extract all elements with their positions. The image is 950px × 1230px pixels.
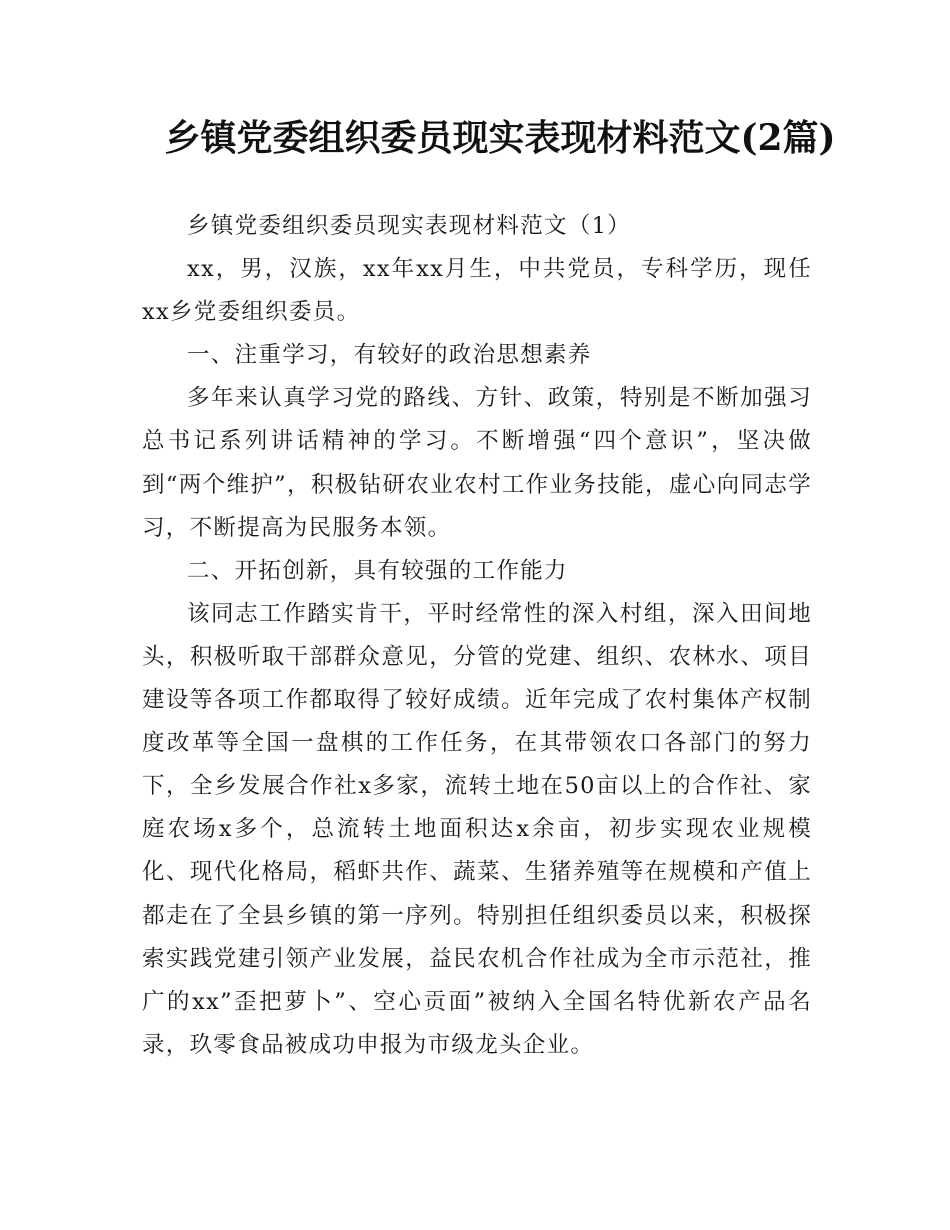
document-body [142,205,812,1067]
body-paragraph: 多年来认真学习党的路线、方针、政策，特别是不断加强习总书记系列讲话精神的学习。不断增强“四个意识”，坚决做到“两个维护”，积极钻研农业农村工作业务技能，虚心向同志学习，不断提高为民服务本领。 [142,385,812,541]
body-paragraph: xx，男，汉族，xx年xx月生，中共党员，专科学历，现任xx乡党委组织委员。 [142,256,812,326]
subsection-heading: 一、注重学习，有较好的政治思想素养 [187,342,592,369]
body-paragraph: 该同志工作踏实肯干，平时经常性的深入村组，深入田间地头，积极听取干部群众意见，分管的党建、组织、农林水、项目建设等各项工作都取得了较好成绩。近年完成了农村集体产权制度改革等全国一盘棋的工作任务，在其带领农口各部门的努力下，全乡发展合作社x多家，流转土地在50亩以上的合作社、家庭农场x多个，总流转土地面积达x余亩，初步实现农业规模化、现代化格局，稻虾共作、蔬菜、生猪养殖等在规模和产值上都走在了全县乡镇的第一序列。特别担任组织委员以来，积极探索实践党建引领产业发展，益民农机合作社成为全市示范社，推广的xx”歪把萝卜”、空心贡面”被纳入全国名特优新农产品名录，玖零食品被成功申报为市级龙头企业。 [142,600,812,1058]
subsection-heading: 二、开拓创新，具有较强的工作能力 [187,557,568,584]
document-title: 乡镇党委组织委员现实表现材料范文(2篇) [164,117,836,159]
section-heading-1: 乡镇党委组织委员现实表现材料范文（1） [187,213,632,239]
